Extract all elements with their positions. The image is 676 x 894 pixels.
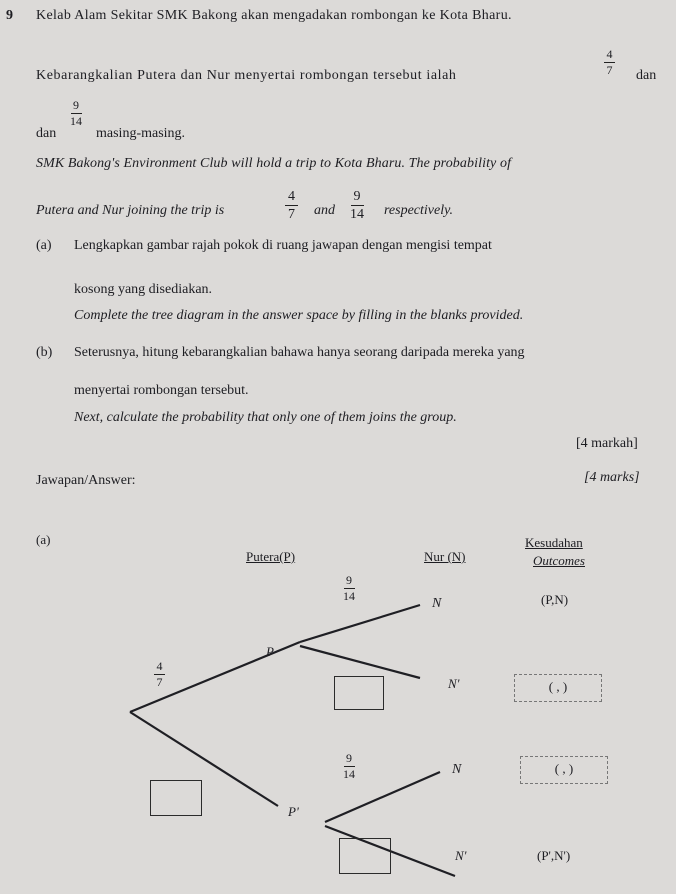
outcome-1: (P,N) <box>541 592 569 607</box>
english-p-fraction: 4 7 <box>285 189 298 222</box>
blank-box-n-prime-given-p-prime[interactable] <box>339 838 391 874</box>
part-b-malay-2: menyertai rombongan tersebut. <box>74 383 249 398</box>
malay-intro-line1: Kelab Alam Sekitar SMK Bakong akan mengadakan rombongan ke Kota Bharu. <box>36 8 512 23</box>
blank-box-n-prime-given-p[interactable] <box>334 676 384 710</box>
outcome-3-blank[interactable]: ( , ) <box>520 756 608 784</box>
label-n-prime-top: N' <box>448 676 460 691</box>
label-p-prime: P' <box>288 804 299 819</box>
marks-malay: [4 markah] <box>576 436 638 451</box>
prob-p: 4 7 <box>154 660 165 689</box>
question-number: 9 <box>6 8 13 23</box>
label-p: P <box>266 644 274 659</box>
outcome-4: (P',N') <box>537 848 571 863</box>
blank-box-p-prime[interactable] <box>150 780 202 816</box>
english-n-fraction: 9 14 <box>350 189 364 222</box>
english-intro-line1: SMK Bakong's Environment Club will hold a trip to Kota Bharu. The probability of <box>36 156 512 171</box>
english-intro-tail: respectively. <box>384 203 454 218</box>
tree-part-label: (a) <box>36 532 51 547</box>
malay-intro-line3: masing-masing. <box>96 126 186 141</box>
column-outcome-english: Outcomes <box>533 553 585 568</box>
column-nur: Nur (N) <box>424 549 466 564</box>
malay-and-word-2: dan <box>36 126 57 141</box>
part-b-english: Next, calculate the probability that only one of them joins the group. <box>74 410 457 425</box>
answer-label: Jawapan/Answer: <box>36 473 136 488</box>
malay-p-fraction: 4 7 <box>604 48 615 77</box>
column-putera: Putera(P) <box>246 549 296 564</box>
label-n-bottom: N <box>452 762 462 777</box>
label-n-top: N <box>432 596 442 611</box>
branch-p-to-n <box>300 605 420 642</box>
label-n-prime-bottom: N' <box>455 848 467 863</box>
malay-n-fraction: 9 14 <box>70 98 82 128</box>
part-a-label: (a) <box>36 238 52 253</box>
column-outcome-malay: Kesudahan <box>525 535 583 550</box>
english-and-word: and <box>314 203 335 218</box>
part-a-malay: Lengkapkan gambar rajah pokok di ruang jawapan dengan mengisi tempat <box>74 238 492 253</box>
prob-n-given-p: 9 14 <box>343 573 355 603</box>
part-a-malay-2: kosong yang disediakan. <box>74 282 213 297</box>
english-intro-line2: Putera and Nur joining the trip is <box>36 203 225 218</box>
branch-p-to-n-prime <box>300 646 420 678</box>
malay-and-word: dan <box>636 68 657 83</box>
outcome-2-blank[interactable]: ( , ) <box>514 674 602 702</box>
prob-n-given-p-prime: 9 14 <box>343 751 355 781</box>
part-a-english: Complete the tree diagram in the answer space by filling in the blanks provided. <box>74 308 524 323</box>
part-b-label: (b) <box>36 345 53 360</box>
marks-english: [4 marks] <box>584 470 640 485</box>
part-b-malay: Seterusnya, hitung kebarangkalian bahawa hanya seorang daripada mereka yang <box>74 345 525 360</box>
malay-intro-line2: Kebarangkalian Putera dan Nur menyertai rombongan tersebut ialah <box>36 68 457 83</box>
